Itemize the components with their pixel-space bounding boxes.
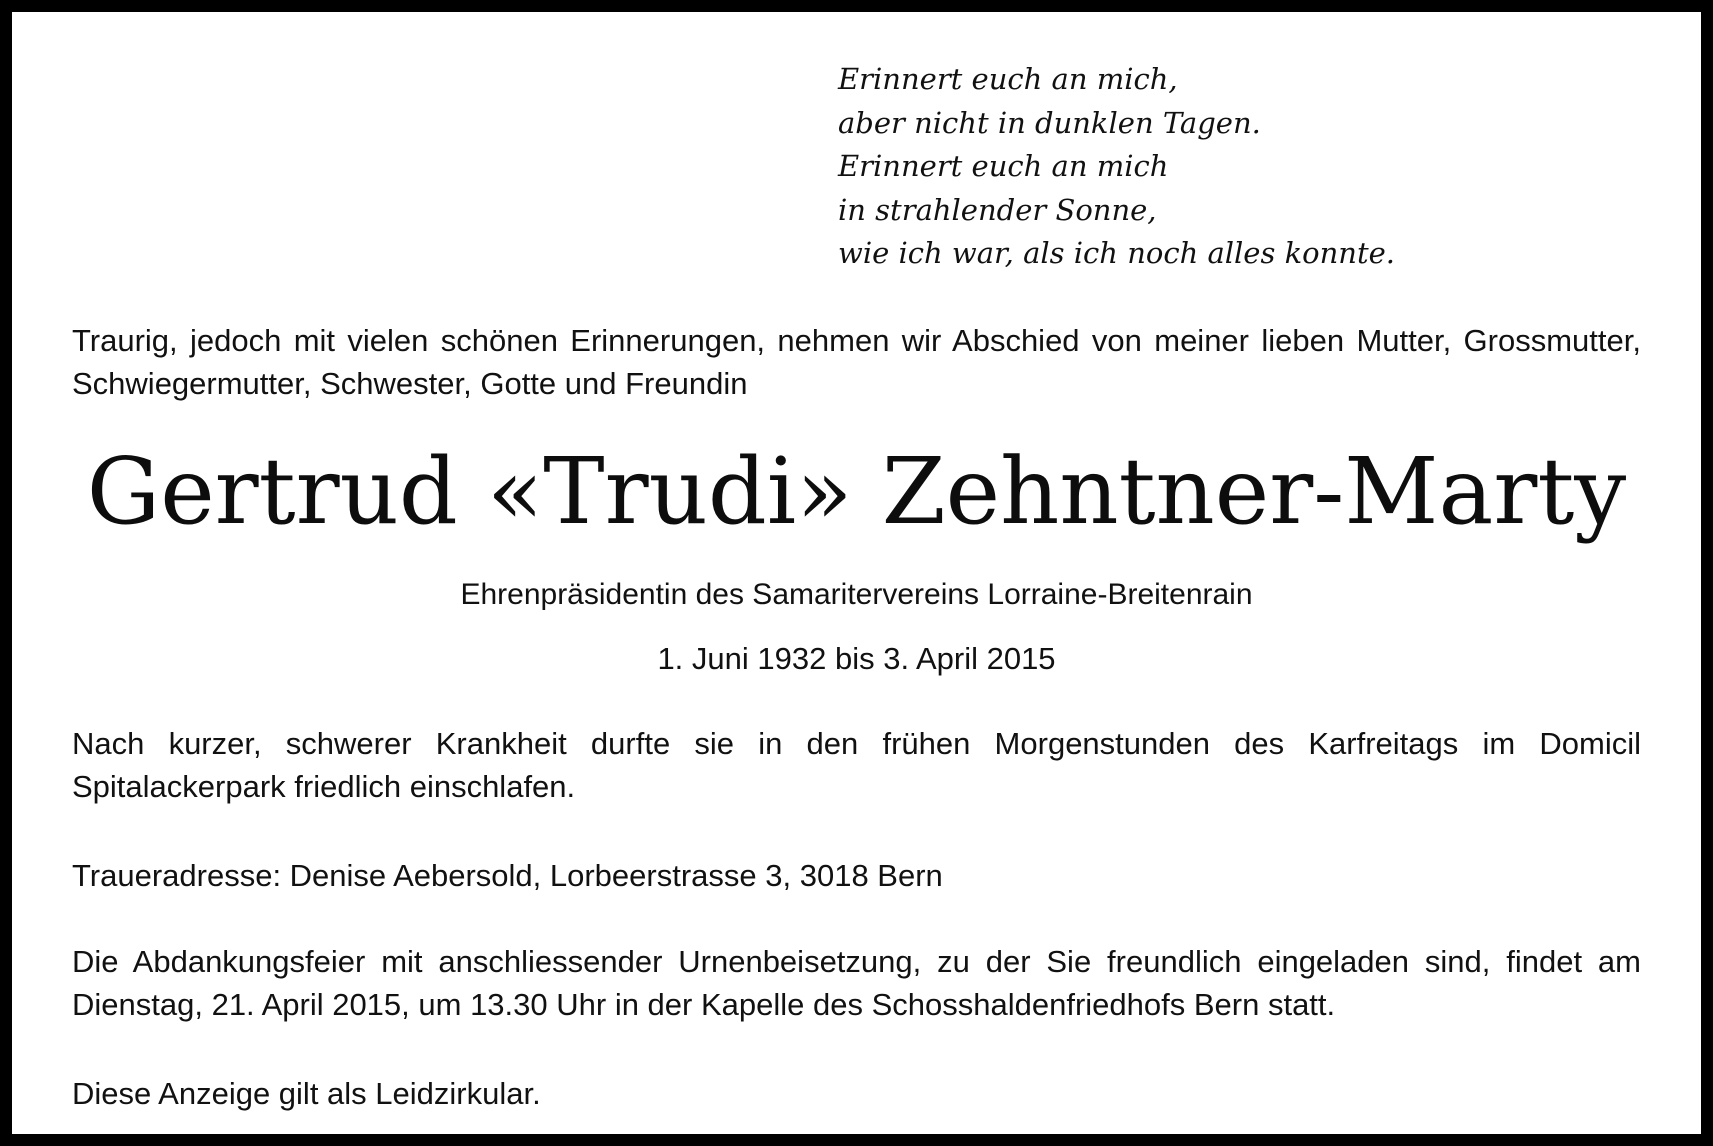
poem-line: wie ich war, als ich noch alles konnte. [838, 236, 1395, 270]
deceased-name: Gertrud «Trudi» Zehntner-Marty [86, 438, 1627, 545]
ceremony-paragraph: Die Abdankungsfeier mit anschliessender Urnenbeisetzung, zu der Sie freundlich eingeladen sind, findet am Dienstag, 21. April 2015, um 13.30 Uhr in der Kapelle des Schosshaldenfriedhofs Bern statt. [72, 944, 1641, 1022]
life-dates: 1. Juni 1932 bis 3. April 2015 [657, 641, 1056, 676]
poem-line: Erinnert euch an mich, [838, 62, 1178, 96]
intro-paragraph: Traurig, jedoch mit vielen schönen Erinnerungen, nehmen wir Abschied von meiner lieben Mutter, Grossmutter, Schwiegermutter, Schwester, Gotte und Freundin [72, 323, 1641, 401]
mourning-address: Traueradresse: Denise Aebersold, Lorbeerstrasse 3, 3018 Bern [72, 858, 943, 893]
circular-note: Diese Anzeige gilt als Leidzirkular. [72, 1076, 541, 1111]
poem-line: in strahlender Sonne, [838, 192, 1157, 227]
poem-line: Erinnert euch an mich [838, 149, 1169, 183]
honorary-role: Ehrenpräsidentin des Samaritervereins Lorraine-Breitenrain [460, 578, 1253, 611]
obituary-content [72, 12, 1641, 1134]
poem-line: aber nicht in dunklen Tagen. [838, 105, 1261, 140]
death-paragraph: Nach kurzer, schwerer Krankheit durfte sie in den frühen Morgenstunden des Karfreitags im Domicil Spitalackerpark friedlich einschlafen. [72, 726, 1641, 804]
